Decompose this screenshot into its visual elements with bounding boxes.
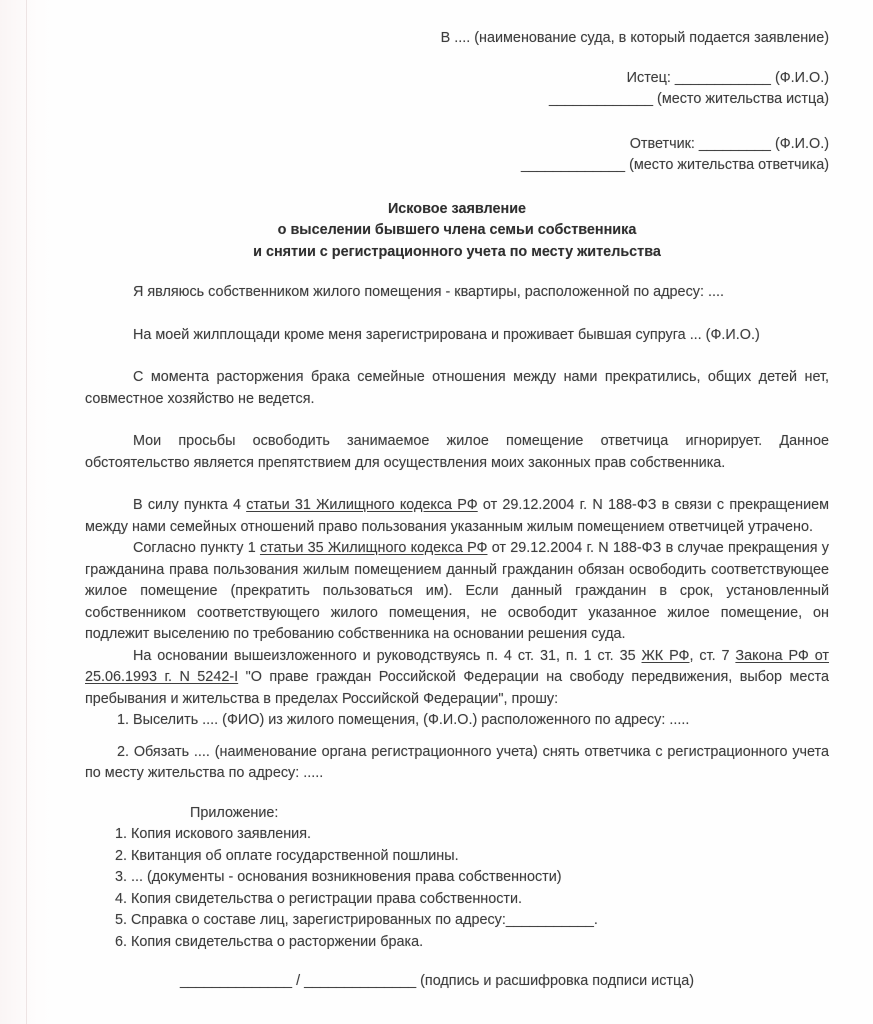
- court-name-line: [85, 28, 829, 50]
- attachment-item-1: 1. Копия искового заявления.: [115, 826, 312, 842]
- housing-code-reference: ЖК РФ: [641, 647, 690, 664]
- paragraph-divorce-facts: С момента расторжения брака семейные отношения между нами прекратились, общих детей нет, совместное хозяйство не ведется.: [85, 369, 829, 407]
- plaintiff-label: Истец:: [626, 69, 671, 86]
- document-title: [85, 199, 829, 264]
- defendant-address-caption: (место жительства ответчика): [629, 157, 829, 173]
- defendant-address-blank: _____________: [521, 157, 626, 173]
- paragraph-text: от 29.12.2004 г. N 188-ФЗ в случае прекращения у гражданина права пользования жилым помещением данный гражданин обязан освободить соответствующее жилое помещение (прекратить пользоваться им). Если данный гражданин в срок, установленный собственником соответствующего жилого помещения, не освободит указанное жилое помещение, он подлежит выселению по требованию собственника на основании решения суда.: [85, 540, 829, 642]
- statute-31-reference: статьи 31 Жилищного кодекса РФ: [246, 497, 478, 513]
- paragraph-statute-35: [85, 538, 829, 646]
- title-line-2: о выселении бывшего члена семьи собственника: [277, 222, 637, 238]
- court-name-text: В .... (наименование суда, в который подается заявление): [440, 30, 829, 46]
- attachment-item-5: 5. Справка о составе лиц, зарегистрированных по адресу:___________.: [115, 912, 598, 928]
- paragraph-registered-spouse: На моей жилплощади кроме меня зарегистрирована и проживает бывшая супруга ... (Ф.И.О.): [133, 326, 760, 343]
- paragraph-text: "О праве граждан Российской Федерации на свободу передвижения, выбор места пребывания и жительства в пределах Российской Федерации", прошу:: [85, 669, 829, 707]
- signature-caption: (подпись и расшифровка подписи истца): [420, 973, 695, 989]
- attachment-item-6: 6. Копия свидетельства о расторжении брака.: [115, 933, 424, 950]
- attachment-item-2: 2. Квитанция об оплате государственной пошлины.: [115, 847, 459, 864]
- title-line-1: Исковое заявление: [387, 200, 527, 217]
- title-line-3: и снятии с регистрационного учета по месту жительства: [253, 243, 661, 260]
- defendant-line: [85, 134, 829, 156]
- signature-blank: ______________: [180, 973, 293, 989]
- paragraph-text: В силу пункта 4: [133, 497, 247, 513]
- signature-separator: /: [296, 973, 301, 989]
- plaintiff-name-blank: ____________: [674, 69, 771, 86]
- attachments-heading: Приложение:: [190, 804, 279, 821]
- defendant-fio-caption: (Ф.И.О.): [774, 135, 829, 152]
- paragraph-legal-grounds: [85, 646, 829, 711]
- paragraph-statute-31: [85, 495, 829, 538]
- demand-evict: 1. Выселить .... (ФИО) из жилого помещения, (Ф.И.О.) расположенного по адресу: .....: [117, 712, 690, 728]
- attachment-item-3: 3. ... (документы - основания возникновения права собственности): [115, 869, 562, 885]
- paragraph-ownership: Я являюсь собственником жилого помещения - квартиры, расположенной по адресу: ....: [133, 284, 724, 300]
- paragraph-text: , ст. 7: [689, 647, 736, 664]
- attachment-item-4: 4. Копия свидетельства о регистрации права собственности.: [115, 890, 523, 907]
- signature-name-blank: ______________: [304, 973, 417, 989]
- demand-deregister: 2. Обязать .... (наименование органа регистрационного учета) снять ответчика с регистрационного учета по месту жительства по адресу: .....: [85, 743, 829, 781]
- paragraph-requests-ignored: Мои просьбы освободить занимаемое жилое помещение ответчица игнорирует. Данное обстоятельство является препятствием для осуществления моих законных прав собственника.: [85, 433, 829, 471]
- paragraph-text: от 29.12.2004 г. N 188-ФЗ в связи с прекращением между нами семейных отношений право пользования указанным жилым помещением ответчицей утрачено.: [85, 497, 829, 535]
- plaintiff-address-caption: (место жительства истца): [657, 91, 829, 107]
- plaintiff-address-blank: _____________: [548, 91, 654, 107]
- defendant-name-blank: _________: [698, 135, 771, 152]
- signature-line: [85, 971, 829, 993]
- plaintiff-address-line: [85, 89, 829, 111]
- paragraph-text: На основании вышеизложенного и руководствуясь п. 4 ст. 31, п. 1 ст. 35: [133, 647, 642, 664]
- defendant-address-line: [85, 155, 829, 177]
- paragraph-text: Согласно пункту 1: [133, 540, 260, 556]
- defendant-label: Ответчик:: [629, 135, 695, 152]
- law-5242-reference: Закона РФ от 25.06.1993 г. N 5242-I: [85, 647, 830, 685]
- statute-35-reference: статьи 35 Жилищного кодекса РФ: [259, 540, 488, 556]
- plaintiff-fio-caption: (Ф.И.О.): [774, 69, 829, 86]
- plaintiff-line: [85, 68, 829, 90]
